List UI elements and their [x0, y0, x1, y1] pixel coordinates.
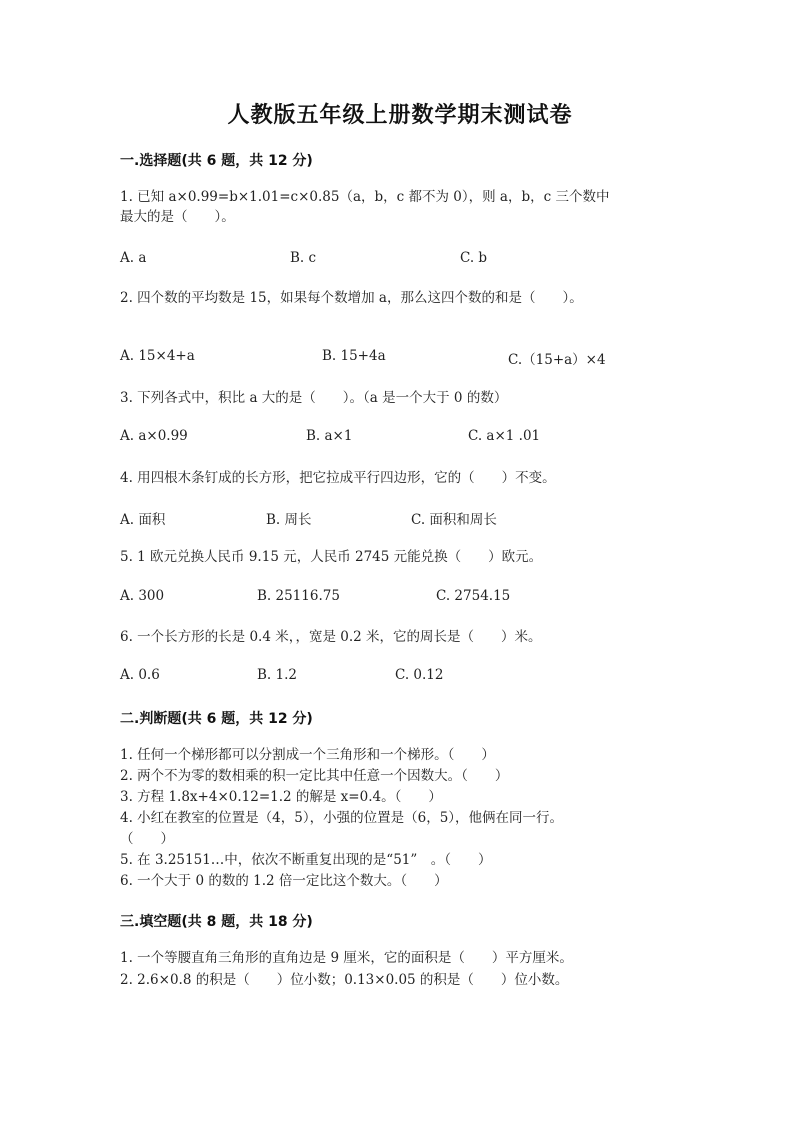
question-5-option-a: A. 300 [120, 588, 165, 604]
question-6-line-1: 6. 一个长方形的长是 0.4 米，，宽是 0.2 米，它的周长是（ ）米。 [120, 629, 542, 645]
question-4-option-c: C. 面积和周长 [411, 512, 497, 528]
question-1-line-2: 最大的是（ ）。 [120, 209, 235, 225]
question-2-option-c: C.（15+a）×4 [508, 352, 606, 368]
question-2-option-a: A. 15×4+a [120, 348, 195, 364]
question-1-option-a: A. a [120, 250, 147, 266]
question-5-option-b: B. 25116.75 [257, 588, 340, 604]
judgement-line-4: 4. 小红在教室的位置是（4，5），小强的位置是（6，5），他俩在同一行。 [120, 810, 564, 826]
question-1-line-1: 1. 已知 a×0.99=b×1.01=c×0.85（a，b，c 都不为 0），则 a，b，c 三个数中 [120, 189, 610, 205]
question-2-line-1: 2. 四个数的平均数是 15，如果每个数增加 a，那么这四个数的和是（ ）。 [120, 290, 583, 306]
section-heading-choice: 一.选择题(共 6 题，共 12 分) [120, 153, 313, 169]
section-heading-judgement: 二.判断题(共 6 题，共 12 分) [120, 711, 313, 727]
question-2-option-b: B. 15+4a [322, 348, 386, 364]
question-3-option-c: C. a×1 .01 [468, 428, 541, 444]
question-6-option-c: C. 0.12 [395, 667, 444, 683]
page-title: 人教版五年级上册数学期末测试卷 [227, 103, 573, 128]
question-5-option-c: C. 2754.15 [436, 588, 511, 604]
question-3-option-b: B. a×1 [306, 428, 353, 444]
judgement-line-4-answer: （ ） [120, 831, 174, 847]
question-4-option-a: A. 面积 [120, 512, 166, 528]
question-3-option-a: A. a×0.99 [120, 428, 188, 444]
fill-blank-line-2: 2. 2.6×0.8 的积是（ ）位小数；0.13×0.05 的积是（ ）位小数。 [120, 972, 569, 988]
judgement-line-1: 1. 任何一个梯形都可以分割成一个三角形和一个梯形。（ ） [120, 747, 495, 763]
judgement-line-3: 3. 方程 1.8x+4×0.12=1.2 的解是 x=0.4。（ ） [120, 789, 442, 805]
judgement-line-5: 5. 在 3.25151…中，依次不断重复出现的是“51” 。（ ） [120, 852, 492, 868]
question-3-line-1: 3. 下列各式中，积比 a 大的是（ ）。（a 是一个大于 0 的数） [120, 390, 508, 406]
judgement-line-2: 2. 两个不为零的数相乘的积一定比其中任意一个因数大。（ ） [120, 768, 509, 784]
question-6-option-a: A. 0.6 [120, 667, 160, 683]
question-1-option-b: B. c [290, 250, 317, 266]
question-6-option-b: B. 1.2 [257, 667, 297, 683]
question-4-line-1: 4. 用四根木条钉成的长方形，把它拉成平行四边形，它的（ ）不变。 [120, 470, 556, 486]
question-1-option-c: C. b [460, 250, 488, 266]
question-4-option-b: B. 周长 [266, 512, 312, 528]
judgement-line-6: 6. 一个大于 0 的数的 1.2 倍一定比这个数大。（ ） [120, 873, 448, 889]
fill-blank-line-1: 1. 一个等腰直角三角形的直角边是 9 厘米，它的面积是（ ）平方厘米。 [120, 950, 573, 966]
section-heading-fill-blank: 三.填空题(共 8 题，共 18 分) [120, 914, 313, 930]
question-5-line-1: 5. 1 欧元兑换人民币 9.15 元，人民币 2745 元能兑换（ ）欧元。 [120, 549, 543, 565]
